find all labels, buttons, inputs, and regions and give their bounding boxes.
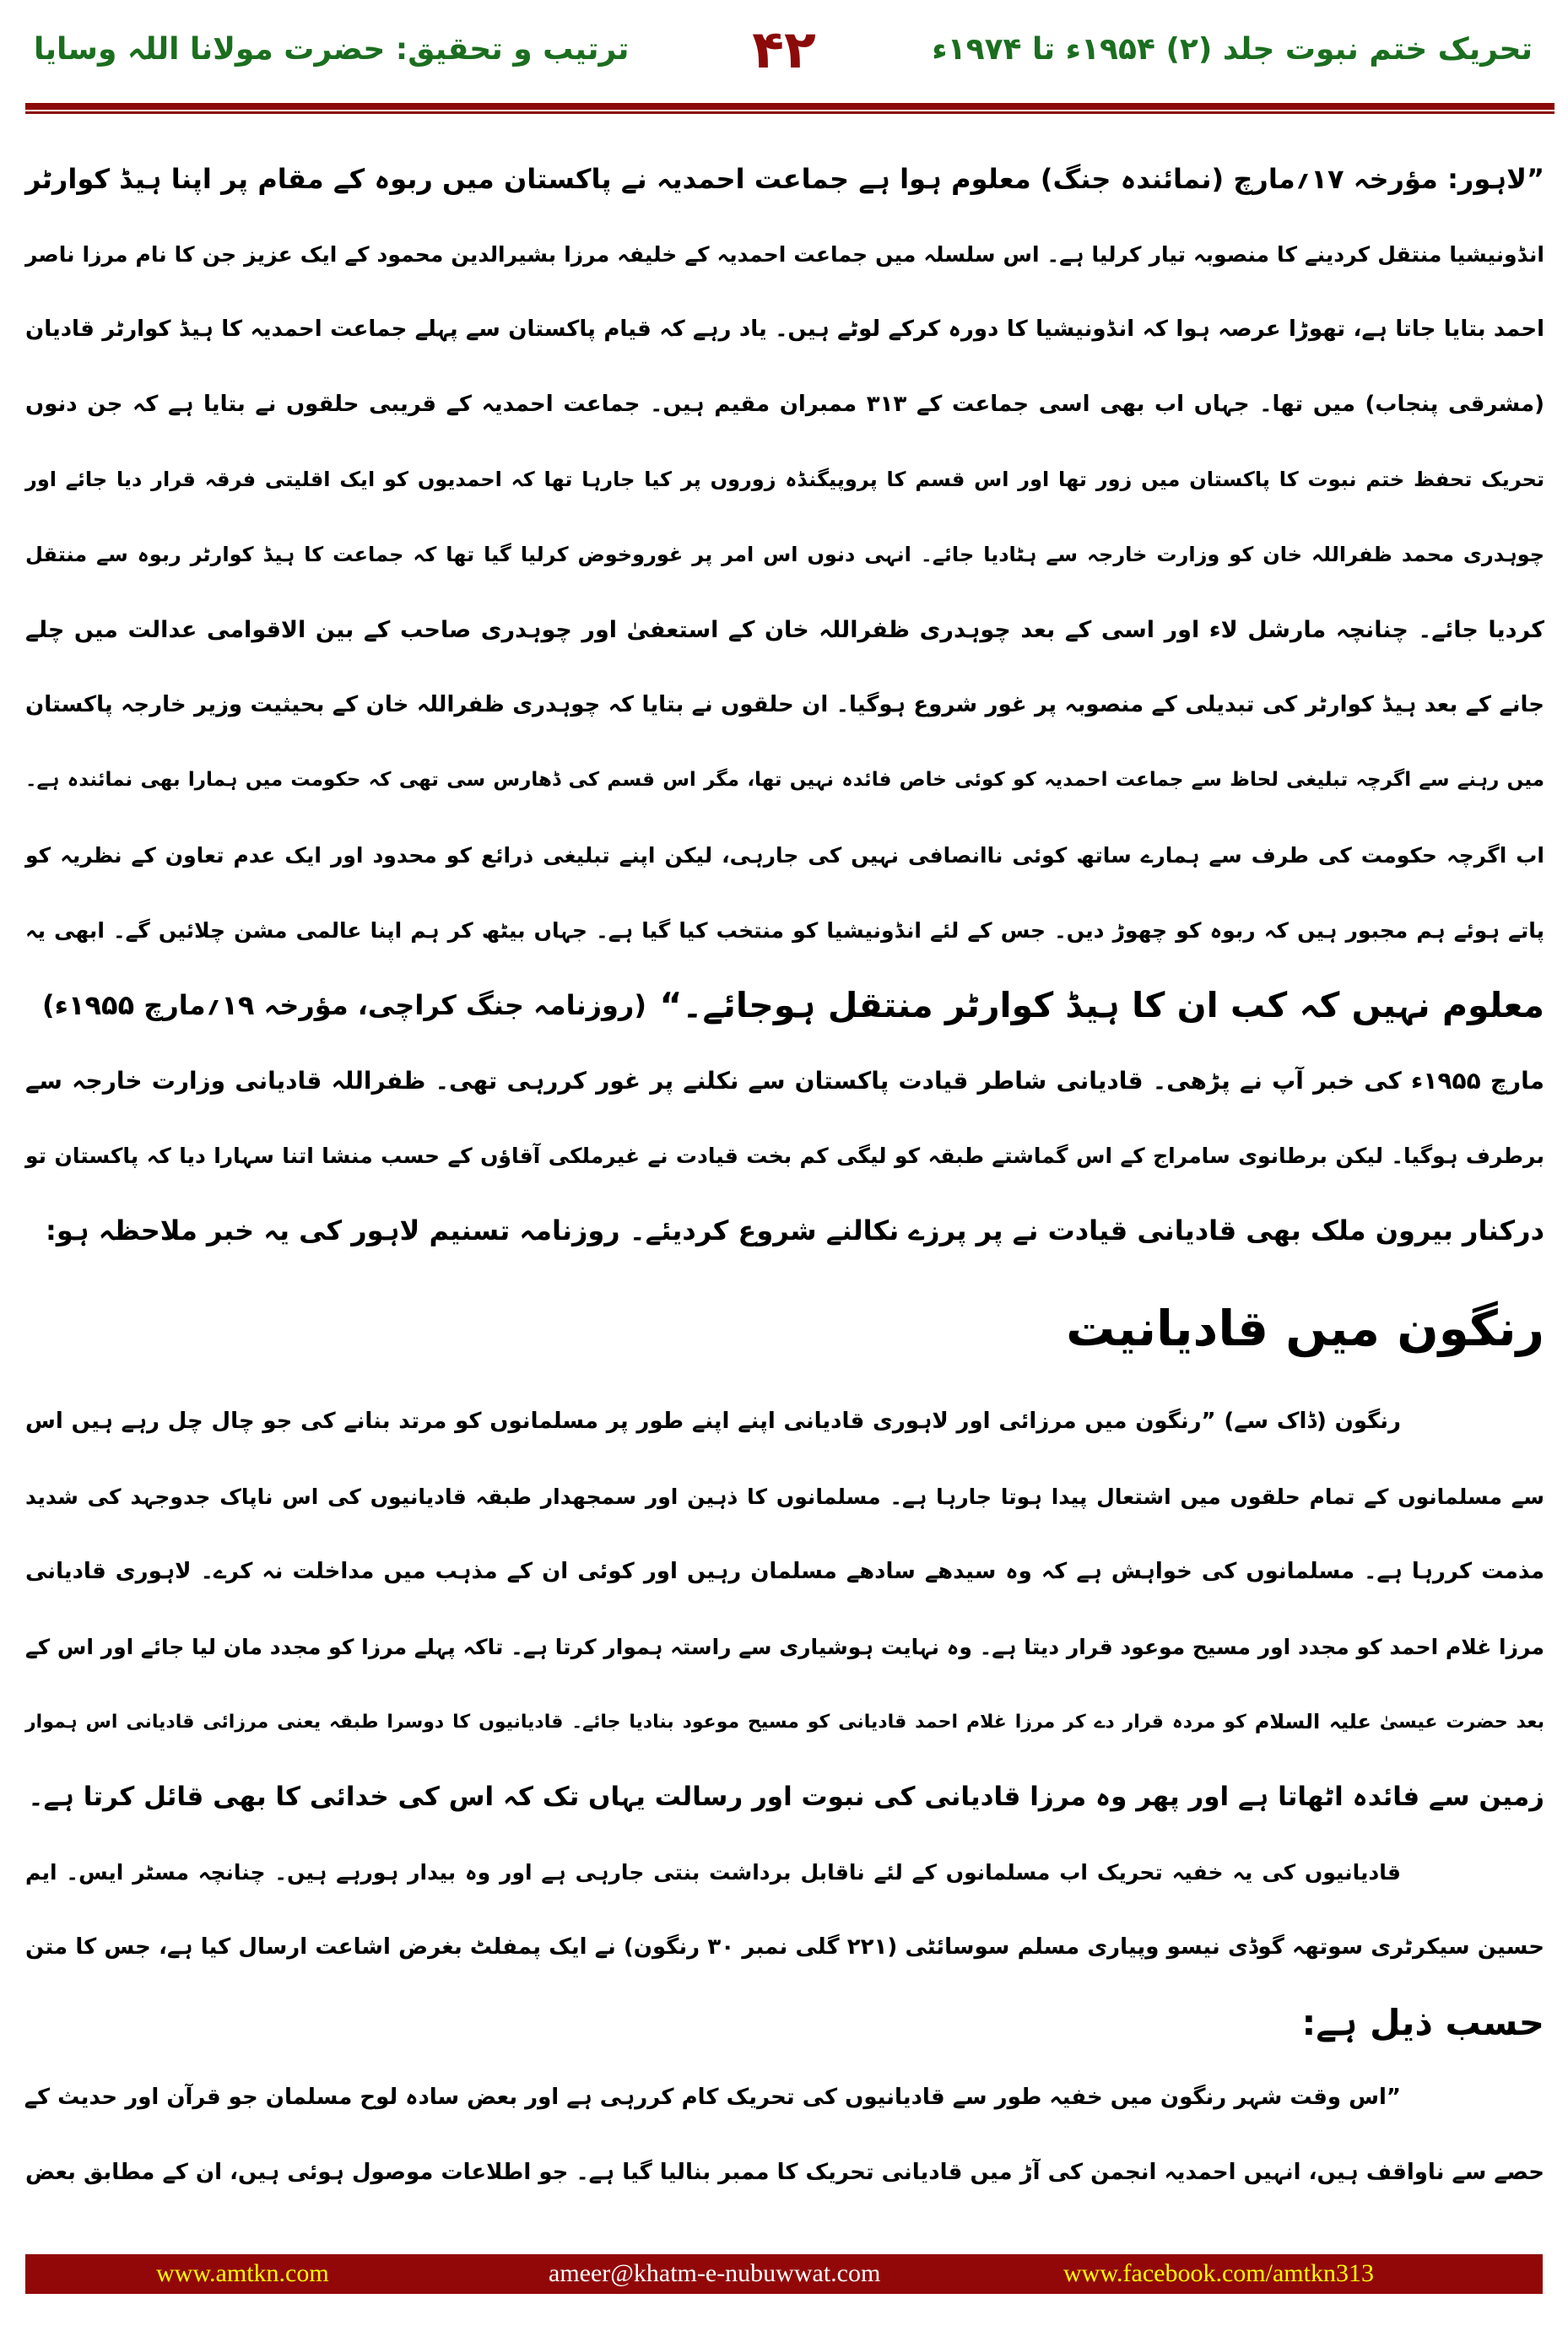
text-fragment: کو مردہ قرار دے کر مرزا غلام احمد قادیانی کو مسیح موعود بنادیا جائے۔ قادیانیوں کا دوسرا طبقہ یعنی مرزائی قادیانی اس ہموار: [25, 1712, 1246, 1733]
text-line: سے مسلمانوں کے تمام حلقوں میں اشتعال پیدا ہوتا جارہا ہے۔ مسلمانوں کا ذہین اور سمجھدار طبقہ قادیانیوں کی اس ناپاک جدوجہد کی شدید: [25, 1485, 1544, 1509]
text-line: درکنار بیرون ملک بھی قادیانی قیادت نے پر پرزے نکالنے شروع کردیئے۔ روزنامہ تسنیم لاہور کی یہ خبر ملاحظہ ہو:: [46, 1214, 1544, 1247]
text-line: مرزا غلام احمد کو مجدد اور مسیح موعود قرار دیتا ہے۔ وہ نہایت ہوشیاری سے راستہ ہموار کرتا ہے۔ تاکہ پہلے مرزا کو مجدد مان لیا جائے اور اس کے: [25, 1635, 1544, 1659]
honorific-symbol: علیہ السلام: [1254, 1710, 1371, 1734]
section-heading: رنگون میں قادیانیت: [1066, 1300, 1544, 1357]
text-line: اب اگرچہ حکومت کی طرف سے ہمارے ساتھ کوئی ناانصافی نہیں کی جارہی، لیکن اپنے تبلیغی ذرائع کو محدود اور ایک عدم تعاون کے نظریہ کو: [25, 843, 1544, 868]
text-line: پاتے ہوئے ہم مجبور ہیں کہ ربوہ کو چھوڑ دیں۔ جس کے لئے انڈونیشیا کو منتخب کیا گیا ہے۔ جہاں بیٹھ کر ہم اپنا عالمی مشن چلائیں گے۔ ابھی یہ: [25, 918, 1544, 943]
article-body-part2: [25, 1384, 1544, 2210]
text-line: (مشرقی پنجاب) میں تھا۔ جہاں اب بھی اسی جماعت کے ۳۱۳ ممبران مقیم ہیں۔ جماعت احمدیہ کے قریبی حلقوں نے بتایا ہے کہ جن دنوں: [25, 392, 1544, 417]
text-line: تحریک تحفظ ختم نبوت کا پاکستان میں زور تھا اور اس قسم کا پروپیگنڈہ زوروں پر کیا جارہا تھا کہ احمدیوں کو ایک اقلیتی فرقہ قرار دیا جائے اور: [25, 468, 1544, 491]
text-line: مذمت کررہا ہے۔ مسلمانوں کی خواہش ہے کہ وہ سیدھے سادھے مسلمان رہیں اور کوئی ان کے مذہب میں مداخلت نہ کرے۔ لاہوری قادیانی: [25, 1559, 1544, 1584]
header-rule-thick: [25, 103, 1554, 110]
book-title: تحریک ختم نبوت جلد (۲) ۱۹۵۴ء تا ۱۹۷۴ء: [932, 32, 1533, 67]
text-fragment: بعد حضرت عیسیٰ: [1379, 1712, 1544, 1733]
text-line: حسب ذیل ہے:: [1301, 2002, 1544, 2043]
text-line: ”لاہور: مؤرخہ ۱۷؍مارچ (نمائندہ جنگ) معلوم ہوا ہے جماعت احمدیہ نے پاکستان میں ربوہ کے مقام پر اپنا ہیڈ کوارٹر: [25, 163, 1545, 195]
text-line: جانے کے بعد ہیڈ کوارٹر کی تبدیلی کے منصوبہ پر غور شروع ہوگیا۔ ان حلقوں نے بتایا کہ چوہدری ظفراللہ خان کے بحیثیت وزیر خارجہ پاکستان: [25, 692, 1544, 717]
text-line: میں رہنے سے اگرچہ تبلیغی لحاظ سے جماعت احمدیہ کو کوئی خاص فائدہ نہیں تھا، مگر اس قسم کی ڈھارس سی تھی کہ حکومت میں ہمارا بھی نمائندہ ہے۔: [25, 769, 1544, 791]
website-link[interactable]: www.amtkn.com: [156, 2259, 329, 2287]
footer-bar: [25, 2254, 1543, 2294]
text-line: حسین سیکرٹری سوتھہ گوڈی نیسو وپیاری مسلم سوسائٹی (۲۲۱ گلی نمبر ۳۰ رنگون) نے ایک پمفلٹ بغرض اشاعت ارسال کیا ہے، جس کا متن: [25, 1934, 1544, 1960]
compiler-credit: ترتیب و تحقیق: حضرت مولانا اللہ وسایا: [34, 32, 630, 67]
text-line: مارچ ۱۹۵۵ء کی خبر آپ نے پڑھی۔ قادیانی شاطر قیادت پاکستان سے نکلنے پر غور کررہی تھی۔ ظفراللہ قادیانی وزارت خارجہ سے: [25, 1067, 1544, 1095]
text-line: احمد بتایا جاتا ہے، تھوڑا عرصہ ہوا کہ انڈونیشیا کا دورہ کرکے لوٹے ہیں۔ یاد رہے کہ قیام پاکستان سے پہلے جماعت احمدیہ کا ہیڈ کوارٹر قادیان: [25, 316, 1544, 342]
email-link[interactable]: ameer@khatm-e-nubuwwat.com: [549, 2259, 881, 2287]
text-line: حصے سے ناواقف ہیں، انہیں احمدیہ انجمن کی آڑ میں قادیانی تحریک کا ممبر بنالیا گیا ہے۔ جو اطلاعات موصول ہوئی ہیں، ان کے مطابق بعض: [25, 2160, 1544, 2185]
text-line: زمین سے فائدہ اٹھاتا ہے اور پھر وہ مرزا قادیانی کی نبوت اور رسالت یہاں تک کہ اس کی خدائی کا بھی قائل کرتا ہے۔: [28, 1782, 1544, 1812]
text-line: ”اس وقت شہر رنگون میں خفیہ طور سے قادیانیوں کی تحریک کام کررہی ہے اور بعض سادہ لوح مسلمان جو قرآن اور حدیث کے: [24, 2085, 1401, 2110]
article-body-part1: [25, 142, 1544, 1268]
text-line: قادیانیوں کی یہ خفیہ تحریک اب مسلمانوں کے لئے ناقابل برداشت بنتی جارہی ہے اور وہ بیدار ہورہے ہیں۔ چنانچہ مسٹر ایس۔ ایم: [25, 1860, 1401, 1885]
text-line-with-citation: [25, 968, 1544, 1043]
text-line: برطرف ہوگیا۔ لیکن برطانوی سامراج کے اس گماشتے طبقہ کو لیگی کم بخت قیادت نے غیرملکی آقاؤں کے حسب منشا اتنا سہارا دیا کہ پاکستان تو: [25, 1144, 1544, 1168]
facebook-link[interactable]: www.facebook.com/amtkn313: [1063, 2259, 1374, 2287]
page-number: ۴۲: [752, 19, 816, 80]
source-citation: (روزنامہ جنگ کراچی، مؤرخہ ۱۹؍مارچ ۱۹۵۵ء): [42, 989, 646, 1021]
text-line: [25, 1685, 1544, 1760]
text-line: کردیا جائے۔ چنانچہ مارشل لاء اور اسی کے بعد چوہدری ظفراللہ خان کے استعفیٰ اور چوہدری صاحب کے بین الاقوامی عدالت میں چلے: [25, 617, 1544, 643]
text-line: انڈونیشیا منتقل کردینے کا منصوبہ تیار کرلیا ہے۔ اس سلسلہ میں جماعت احمدیہ کے خلیفہ مرزا بشیرالدین محمود کے ایک عزیز جن کا نام مرزا ناصر: [25, 242, 1544, 267]
header-rule-thin: [25, 111, 1554, 114]
text-line: چوہدری محمد ظفراللہ خان کو وزارت خارجہ سے ہٹادیا جائے۔ انہی دنوں اس امر پر غوروخوض کرلیا گیا تھا کہ جماعت کا ہیڈ کوارٹر ربوہ سے منتقل: [25, 543, 1544, 566]
quote-end-text: معلوم نہیں کہ کب ان کا ہیڈ کوارٹر منتقل ہوجائے۔“: [659, 985, 1544, 1025]
text-line: رنگون (ڈاک سے) ”رنگون میں مرزائی اور لاہوری قادیانی اپنے اپنے طور پر مسلمانوں کو مرتد بنانے کی جو چال چل رہے ہیں اس: [25, 1409, 1401, 1434]
